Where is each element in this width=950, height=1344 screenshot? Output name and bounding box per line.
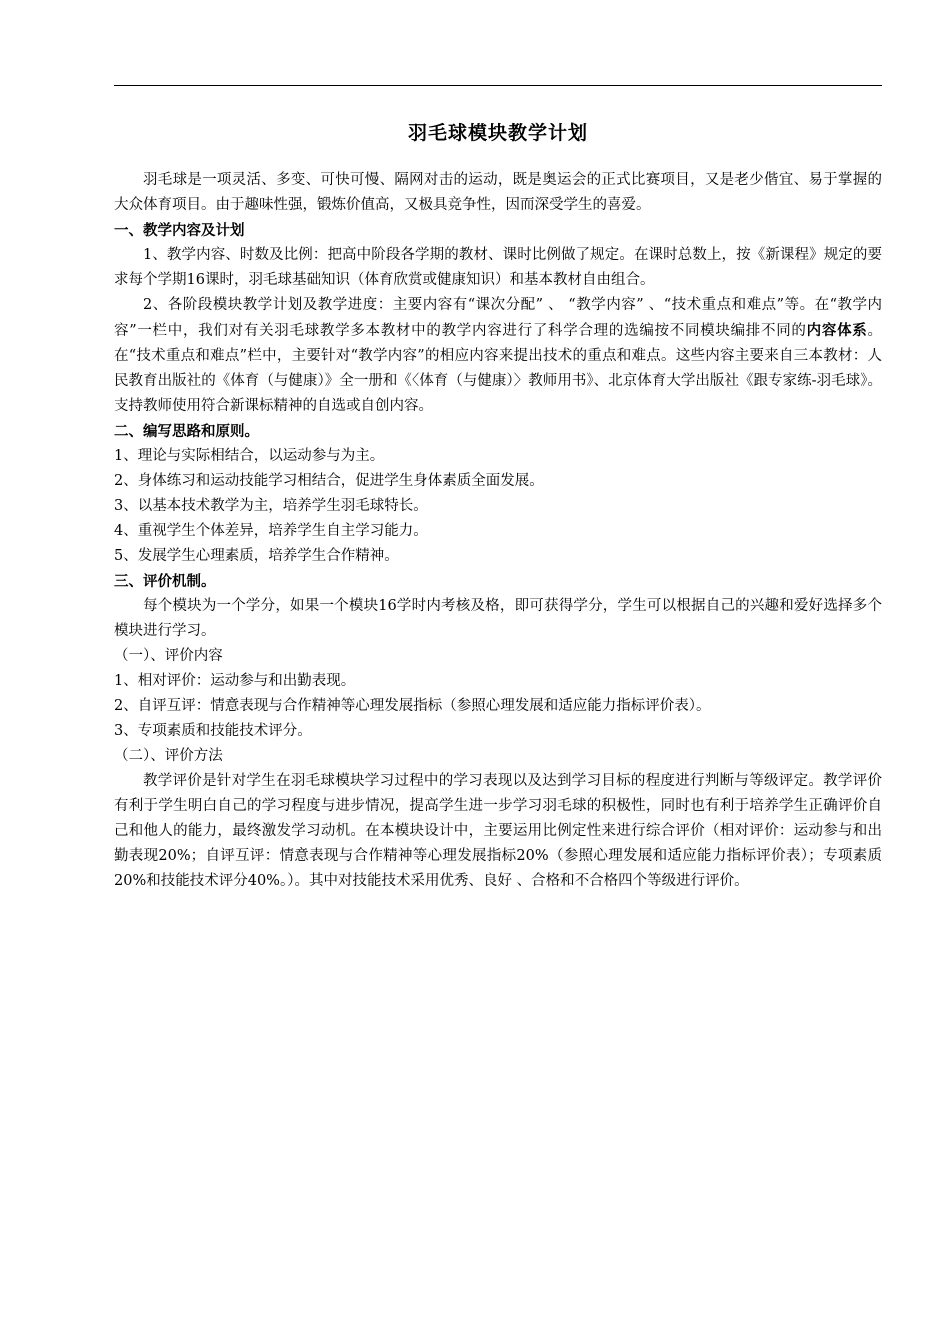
- document-body: [114, 168, 882, 894]
- paragraph-teaching-hours: 1、教学内容、时数及比例：把高中阶段各学期的教材、课时比例做了规定。在课时总数上，按《新课程》规定的要求每个学期16课时，羽毛球基础知识（体育欣赏或健康知识）和基本教材自由组合。: [114, 247, 882, 288]
- paragraph-text: 。在“技术重点和难点”栏中，主要针对“教学内容”的相应内容来提出技术的重点和难点。这些内容主要来自三本教材：人民教育出版社的《体育（与健康）》全一册和《〈体育（与健康）〉教师用书》、北京体育大学出版社《跟专家练-羽毛球》。支持教师使用符合新课标精神的自选或自创内容。: [114, 323, 882, 414]
- bold-phrase-content-system: 内容体系: [806, 322, 868, 339]
- section-heading-principles: 二、编写思路和原则。: [114, 423, 259, 440]
- section-heading-evaluation: 三、评价机制。: [114, 573, 216, 590]
- list-item: 1、相对评价：运动参与和出勤表现。: [114, 673, 356, 689]
- list-item: 3、专项素质和技能技术评分。: [114, 723, 312, 739]
- header-rule: [114, 85, 882, 86]
- paragraph-teaching-plan: [114, 293, 882, 419]
- paragraph-credits: 每个模块为一个学分，如果一个模块16学时内考核及格，即可获得学分，学生可以根据自己的兴趣和爱好选择多个模块进行学习。: [114, 598, 882, 639]
- list-item: 3、以基本技术教学为主，培养学生羽毛球特长。: [114, 498, 428, 514]
- subheading-evaluation-method: （二）、评价方法: [114, 748, 223, 764]
- list-item: 5、发展学生心理素质，培养学生合作精神。: [114, 548, 399, 564]
- list-item: 2、自评互评：情意表现与合作精神等心理发展指标（参照心理发展和适应能力指标评价表）。: [114, 698, 711, 714]
- list-item: 4、重视学生个体差异，培养学生自主学习能力。: [114, 523, 428, 539]
- list-item: 2、身体练习和运动技能学习相结合，促进学生身体素质全面发展。: [114, 473, 544, 489]
- paragraph-text: 2、各阶段模块教学计划及教学进度：主要内容有“课次分配” 、 “教学内容” 、“技术重点和难点”等。在“教学内容”一栏中，我们对有关羽毛球教学多本教材中的教学内容进行了科学合理的选编按不同模块编排不同的: [114, 297, 882, 339]
- subheading-evaluation-content: （一）、评价内容: [114, 648, 223, 664]
- section-heading-teaching-content: 一、教学内容及计划: [114, 222, 245, 239]
- paragraph-evaluation-method: 教学评价是针对学生在羽毛球模块学习过程中的学习表现以及达到学习目标的程度进行判断与等级评定。教学评价有利于学生明白自己的学习程度与进步情况，提高学生进一步学习羽毛球的积极性，同时也有利于培养学生正确评价自己和他人的能力，最终激发学习动机。在本模块设计中，主要运用比例定性来进行综合评价（相对评价：运动参与和出勤表现20%；自评互评：情意表现与合作精神等心理发展指标20%（参照心理发展和适应能力指标评价表）；专项素质20%和技能技术评分40%。）。其中对技能技术采用优秀、良好 、合格和不合格四个等级进行评价。: [114, 773, 882, 889]
- list-item: 1、理论与实际相结合，以运动参与为主。: [114, 448, 385, 464]
- intro-paragraph: 羽毛球是一项灵活、多变、可快可慢、隔网对击的运动，既是奥运会的正式比赛项目，又是老少偕宜、易于掌握的大众体育项目。由于趣味性强，锻炼价值高，又极具竞争性，因而深受学生的喜爱。: [114, 172, 882, 213]
- page-title: 羽毛球模块教学计划: [407, 122, 588, 144]
